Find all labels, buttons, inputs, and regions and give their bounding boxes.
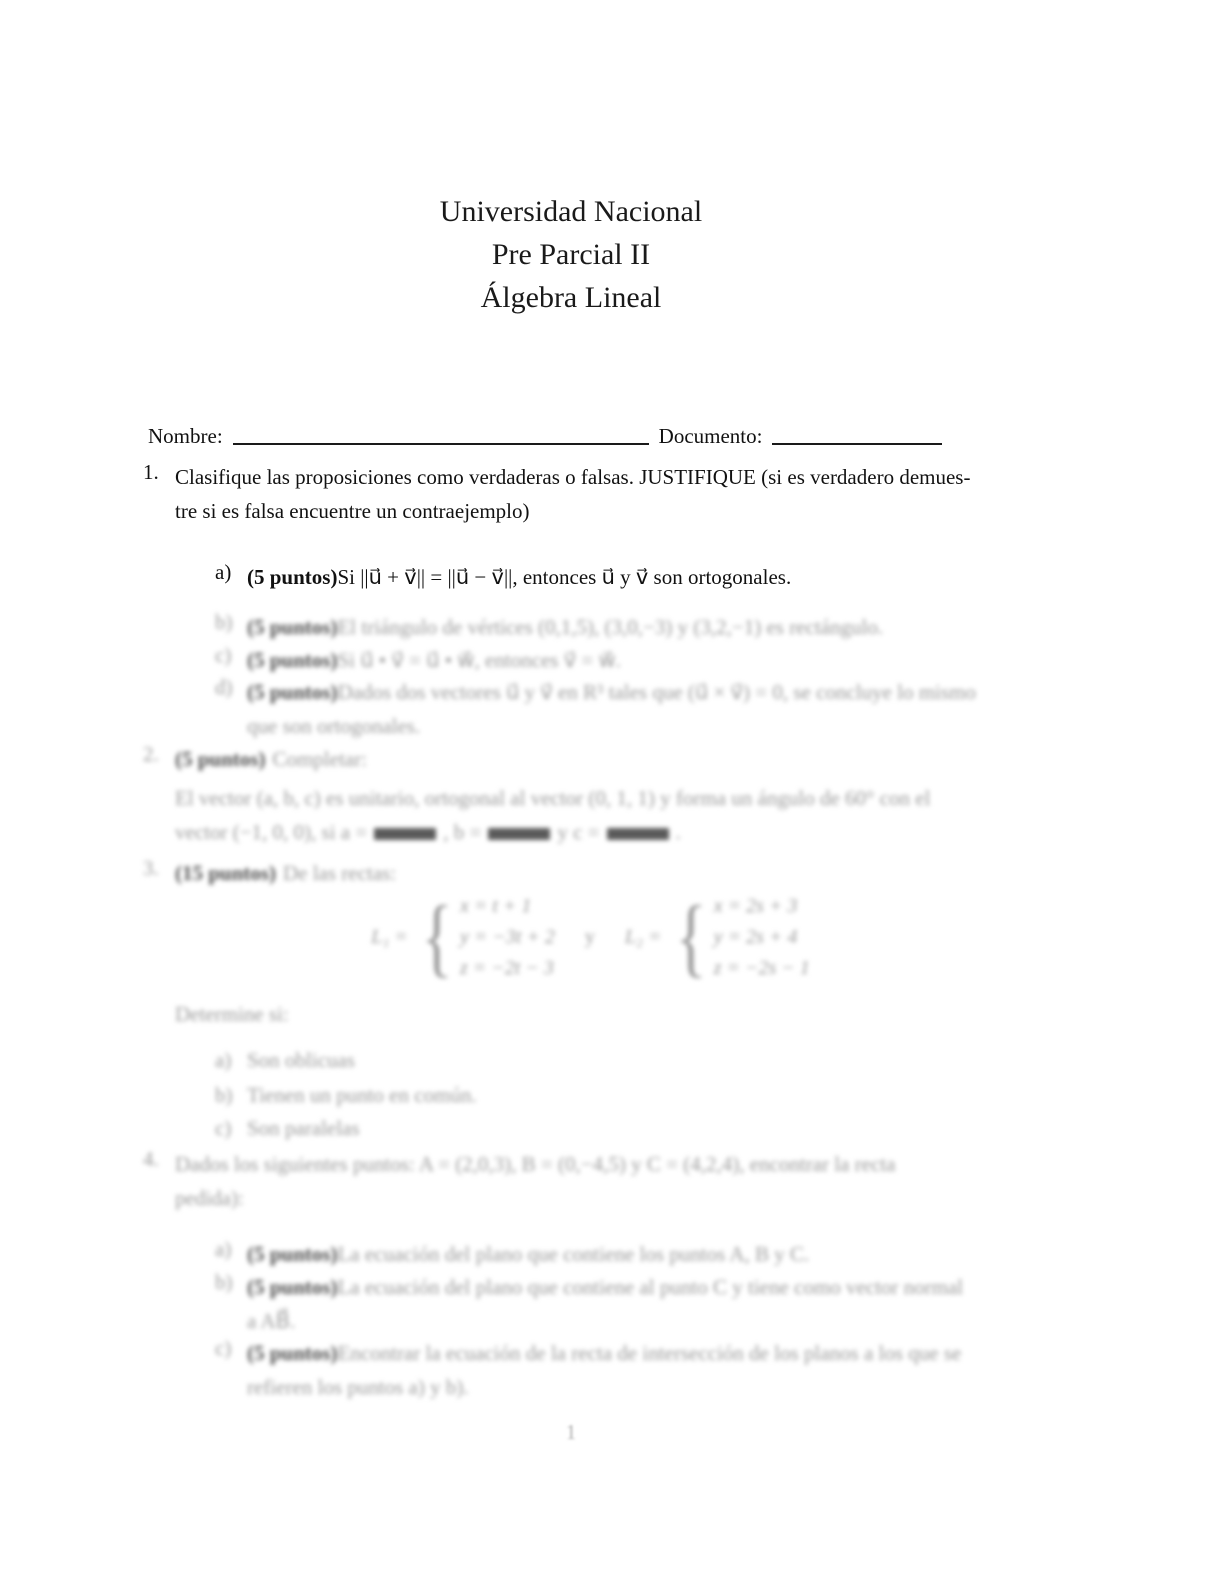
question-4a-statement: La ecuación del plano que contiene los puntos A, B y C. — [337, 1242, 810, 1266]
answer-blank-b — [488, 828, 550, 840]
line-system-1 — [371, 888, 810, 986]
question-2-line2-end: . — [675, 820, 681, 844]
l2-equation-z: z = −2s − 1 — [713, 957, 810, 979]
question-1a — [215, 560, 1055, 594]
l1-equation-z: z = −2t − 3 — [460, 957, 554, 979]
question-4b-statement-line2: a AB⃗. — [247, 1309, 296, 1333]
question-2-body-line1: El vector (a, b, c) es unitario, ortogonal al vector (0, 1, 1) y forma un ángulo de 60° con el — [175, 786, 931, 810]
question-3-title: De las rectas: — [282, 861, 397, 885]
question-4c-statement-line2: refieren los puntos a) y b). — [247, 1375, 469, 1399]
question-2-body-line2 — [175, 815, 1040, 849]
question-1d-points: (5 puntos) — [247, 680, 338, 704]
l2-equation-y: y = 2s + 4 — [713, 926, 798, 948]
option-c-text: Son paralelas — [247, 1116, 360, 1140]
question-4c-points: (5 puntos) — [247, 1341, 338, 1365]
question-1d-line1 — [247, 675, 1055, 709]
name-blank-line — [233, 442, 649, 445]
question-3-option-b — [215, 1083, 915, 1108]
question-3-option-c — [215, 1116, 915, 1141]
document-title — [143, 190, 999, 319]
answer-blank-c — [607, 828, 669, 840]
option-b-text: Tienen un punto en común. — [247, 1083, 477, 1107]
question-4b-statement-line1: La ecuación del plano que contiene al punto C y tiene como vector normal — [337, 1275, 964, 1299]
question-4-text-line2: pedida): — [175, 1186, 244, 1210]
question-1c — [215, 643, 1055, 677]
question-4a-points: (5 puntos) — [247, 1242, 338, 1266]
question-1-text-line2: tre si es falsa encuentre un contraejemplo) — [175, 499, 530, 523]
question-3-points: (15 puntos) — [175, 861, 276, 885]
question-1b — [215, 610, 1055, 644]
question-2-points: (5 puntos) — [175, 747, 266, 771]
left-brace-glyph: { — [421, 888, 453, 986]
question-1a-label: a) — [215, 560, 232, 584]
l1-equation-y: y = −3t + 2 — [460, 926, 555, 948]
question-1a-statement: Si ||u⃗ + v⃗|| = ||u⃗ − v⃗||, entonces u⃗ y v⃗ son ortogonales. — [337, 565, 792, 589]
option-a-text: Son oblicuas — [247, 1048, 355, 1072]
question-3-option-a — [215, 1048, 915, 1073]
question-2-header — [143, 742, 1038, 776]
question-1-text — [175, 460, 1038, 528]
line-system-1-equations — [460, 891, 555, 984]
question-1d-text — [247, 675, 1055, 743]
question-1b-label: b) — [215, 610, 233, 634]
question-4-text-line1: Dados los siguientes puntos: A = (2,0,3), B = (0,−4,5) y C = (4,2,4), encontrar la recta — [175, 1152, 896, 1176]
question-1c-points: (5 puntos) — [247, 648, 338, 672]
question-1b-statement: El triángulo de vértices (0,1,5), (3,0,−3) y (3,2,−1) es rectángulo. — [337, 615, 884, 639]
question-4b — [215, 1270, 1065, 1338]
line-systems-display — [143, 885, 1038, 990]
question-4a-text — [247, 1237, 1065, 1271]
question-4-text — [175, 1147, 1038, 1215]
question-4b-label: b) — [215, 1270, 233, 1294]
question-2-number: 2. — [143, 742, 159, 766]
question-1d — [215, 675, 1055, 743]
question-2-line2-pre: vector (−1, 0, 0), si a = — [175, 820, 368, 844]
question-4c — [215, 1336, 1065, 1404]
question-1a-points: (5 puntos) — [247, 565, 338, 589]
question-1b-text — [247, 610, 1055, 644]
line-system-2-equations — [714, 891, 810, 984]
question-1b-points: (5 puntos) — [247, 615, 338, 639]
question-4a — [215, 1237, 1065, 1271]
question-2-header-text — [175, 742, 1038, 776]
question-4b-points: (5 puntos) — [247, 1275, 338, 1299]
l1-equation-x: x = t + 1 — [460, 895, 532, 917]
question-1a-text — [247, 560, 1055, 594]
option-c-label: c) — [215, 1116, 232, 1140]
question-4-intro — [143, 1147, 1038, 1215]
question-1-number: 1. — [143, 460, 159, 484]
option-a-label: a) — [215, 1048, 232, 1072]
question-1-intro — [143, 460, 1038, 528]
question-2-title: Completar: — [272, 747, 367, 771]
title-university: Universidad Nacional — [439, 195, 703, 228]
question-1d-label: d) — [215, 675, 233, 699]
question-4-number: 4. — [143, 1147, 159, 1171]
systems-connector: y — [584, 926, 595, 948]
question-1d-statement-line1: Dados dos vectores u⃗ y v⃗ en R³ tales que (u⃗ × v⃗) = 0, se concluye lo mismo — [337, 680, 976, 704]
option-b-label: b) — [215, 1083, 233, 1107]
question-4c-line1 — [247, 1336, 1065, 1370]
question-1c-text — [247, 643, 1055, 677]
question-4c-statement-line1: Encontrar la ecuación de la recta de intersección de los planos a los que se — [337, 1341, 962, 1365]
title-course: Álgebra Lineal — [480, 281, 662, 314]
question-1d-statement-line2: que son ortogonales. — [247, 714, 421, 738]
question-2-body — [175, 781, 1040, 849]
question-4b-text — [247, 1270, 1065, 1338]
title-exam-name: Pre Parcial II — [491, 238, 651, 271]
question-1-text-line1: Clasifique las proposiciones como verdaderas o falsas. JUSTIFIQUE (si es verdadero demues- — [175, 465, 971, 489]
question-4c-label: c) — [215, 1336, 232, 1360]
question-3-number: 3. — [143, 856, 159, 880]
question-3-determine: Determine si: — [175, 1002, 289, 1026]
question-2-line2-mid1: , b = — [443, 820, 482, 844]
question-4a-label: a) — [215, 1237, 232, 1261]
left-brace-glyph-2: { — [674, 888, 707, 986]
line-system-2-label: L₂ = — [624, 926, 662, 948]
question-4b-line1 — [247, 1270, 1065, 1304]
question-2-line2-mid2: y c = — [557, 820, 600, 844]
question-1c-label: c) — [215, 643, 232, 667]
question-4c-text — [247, 1336, 1065, 1404]
answer-blank-a — [374, 828, 436, 840]
page-number: 1 — [565, 1420, 577, 1444]
document-label: Documento: — [658, 424, 763, 448]
document-blank-line — [772, 442, 942, 445]
question-1c-statement: Si u⃗ • v⃗ = u⃗ • w⃗, entonces v⃗ = w⃗. — [337, 648, 621, 672]
l2-equation-x: x = 2s + 3 — [713, 895, 798, 917]
line-system-1-label: L₁ = — [371, 926, 408, 948]
name-label: Nombre: — [148, 424, 223, 448]
name-document-row — [148, 424, 942, 449]
